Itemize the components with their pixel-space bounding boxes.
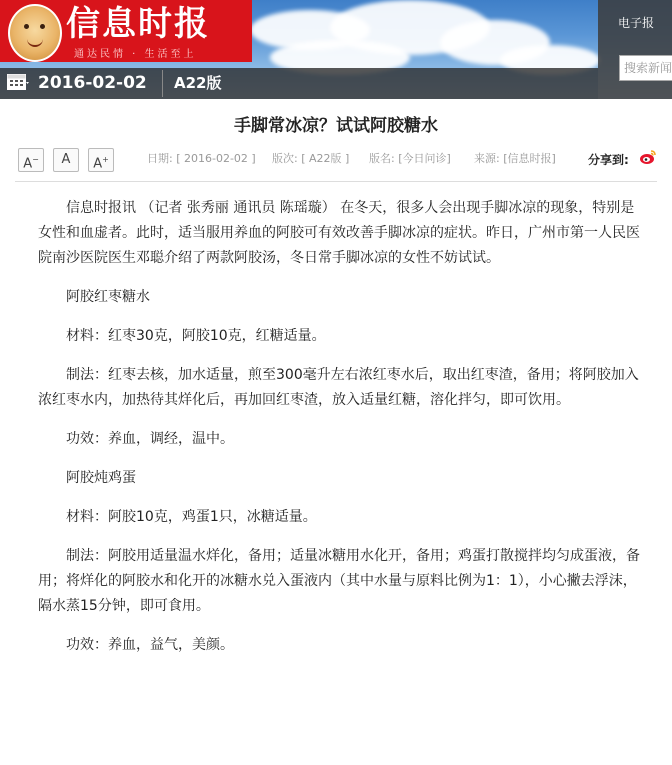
edition-selector[interactable]: A22版	[174, 74, 222, 92]
search-input[interactable]: 搜索新闻	[619, 55, 672, 81]
newspaper-logo[interactable]	[0, 0, 252, 62]
issue-date[interactable]: 2016-02-02	[38, 73, 147, 93]
article-title: 手脚常冰凉？试试阿胶糖水	[234, 116, 438, 136]
font-reset-button[interactable]: A	[53, 148, 79, 172]
calendar-icon[interactable]	[7, 73, 29, 91]
share-label: 分享到:	[588, 153, 629, 167]
font-decrease-button[interactable]: A−	[18, 148, 44, 172]
recipe-heading: 阿胶红枣糖水	[66, 289, 150, 305]
logo-title: 信息时报	[66, 4, 210, 44]
lion-mascot-icon	[8, 4, 62, 62]
meta-date: 日期: [ 2016-02-02 ]	[147, 152, 256, 165]
article-body	[38, 196, 642, 672]
recipe-heading: 阿胶炖鸡蛋	[66, 470, 136, 486]
lead-paragraph: 信息时报讯 （记者 张秀丽 通讯员 陈瑶璇） 在冬天，很多人会出现手脚冰凉的现象，特别是女性和血虚者。此时，适当服用养血的阿胶可有效改善手脚冰凉的症状。昨日，广州市第一人民医院南沙医院医生邓聪介绍了两款阿胶汤，冬日常手脚冰凉的女性不妨试试。	[38, 200, 640, 266]
meta-section: 版名: [今日问诊]	[369, 152, 451, 165]
recipe-effect: 功效：养血，调经，温中。	[66, 431, 234, 447]
recipe-ingredients: 材料：红枣30克，阿胶10克，红糖适量。	[66, 328, 326, 344]
font-increase-button[interactable]: A+	[88, 148, 114, 172]
recipe-method: 制法：红枣去核，加水适量，煎至300毫升左右浓红枣水后，取出红枣渣，备用；将阿胶加入浓红枣水内，加热待其烊化后，再加回红枣渣，放入适量红糖，溶化拌匀，即可饮用。	[38, 367, 639, 408]
recipe-effect: 功效：养血，益气，美颜。	[66, 637, 234, 653]
header-divider	[15, 181, 657, 182]
recipe-ingredients: 材料：阿胶10克，鸡蛋1只，冰糖适量。	[66, 509, 317, 525]
logo-slogan: 通达民情 · 生活至上	[74, 49, 197, 60]
meta-source: 来源: [信息时报]	[474, 152, 556, 165]
weibo-icon[interactable]	[639, 148, 657, 166]
divider	[162, 70, 163, 97]
recipe-method: 制法：阿胶用适量温水烊化，备用；适量冰糖用水化开，备用；鸡蛋打散搅拌均匀成蛋液，备用；将烊化的阿胶水和化开的冰糖水兑入蛋液内（其中水量与原料比例为1：1），小心撇去浮沫，隔水蒸15分钟，即可食用。	[38, 548, 640, 614]
epaper-link[interactable]: 电子报	[618, 16, 655, 30]
meta-edition: 版次: [ A22版 ]	[272, 152, 350, 165]
